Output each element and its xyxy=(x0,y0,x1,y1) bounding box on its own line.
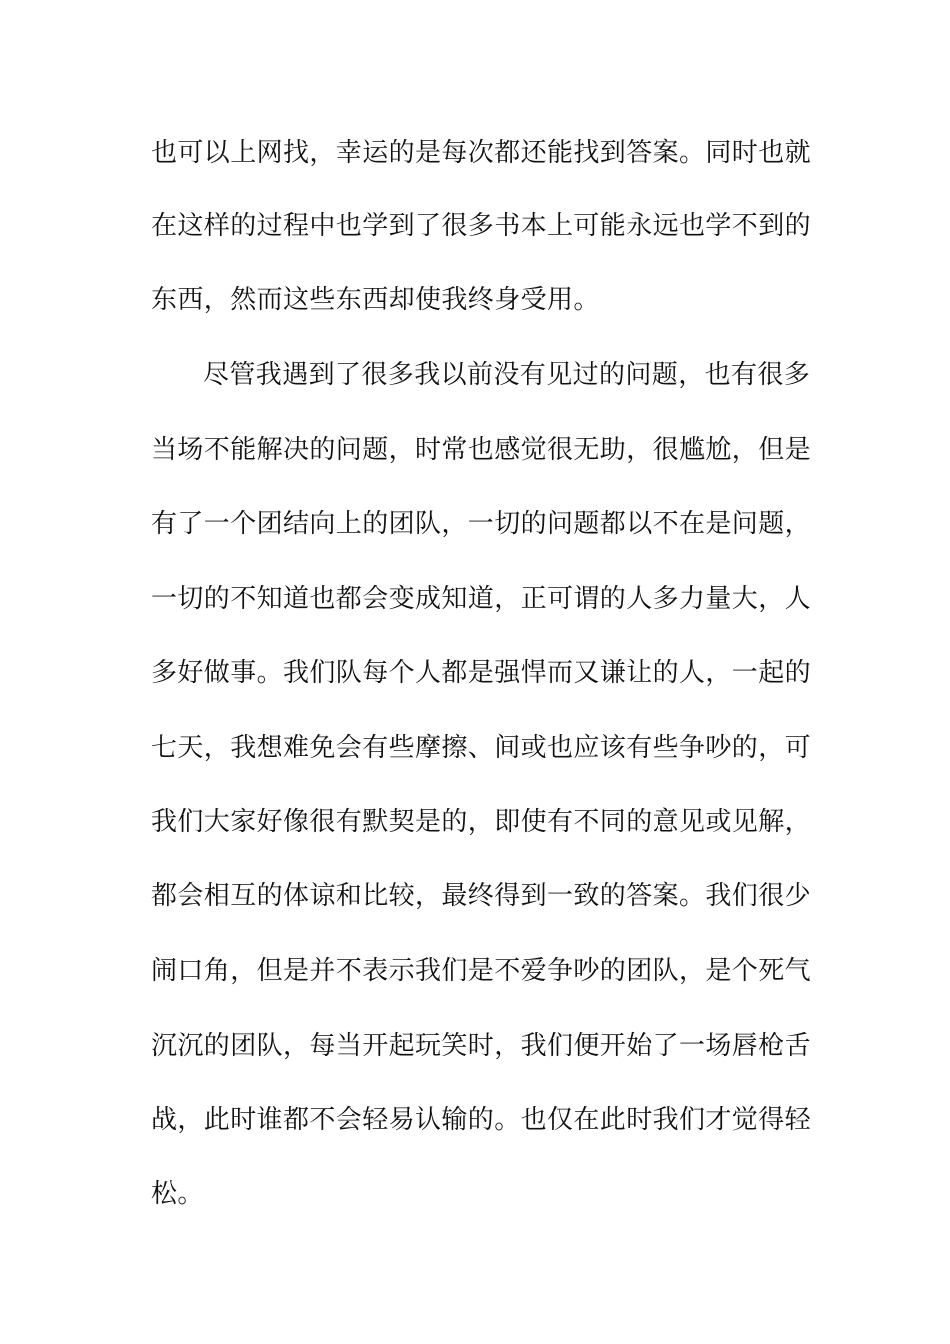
text-line: 沉沉的团队，每当开起玩笑时，我们便开始了一场唇枪舌 xyxy=(151,1031,812,1061)
text-line: 东西，然而这些东西却使我终身受用。 xyxy=(151,285,600,315)
text-line: 都会相互的体谅和比较，最终得到一致的答案。我们很少 xyxy=(151,881,812,911)
text-line: 也可以上网找，幸运的是每次都还能找到答案。同时也就 xyxy=(151,138,812,168)
text-line: 我们大家好像很有默契是的，即使有不同的意见或见解， xyxy=(151,807,812,837)
text-line: 闹口角，但是并不表示我们是不爱争吵的团队，是个死气 xyxy=(151,956,812,986)
text-line: 在这样的过程中也学到了很多书本上可能永远也学不到的 xyxy=(151,211,812,241)
text-line: 有了一个团结向上的团队，一切的问题都以不在是问题， xyxy=(151,509,812,539)
text-line: 战，此时谁都不会轻易认输的。也仅在此时我们才觉得轻 xyxy=(151,1105,812,1135)
text-line: 尽管我遇到了很多我以前没有见过的问题，也有很多 xyxy=(203,360,811,390)
text-line: 七天，我想难免会有些摩擦、间或也应该有些争吵的，可 xyxy=(151,733,812,763)
text-line: 松。 xyxy=(151,1179,204,1209)
text-line: 一切的不知道也都会变成知道，正可谓的人多力量大，人 xyxy=(151,584,812,614)
text-line: 多好做事。我们队每个人都是强悍而又谦让的人，一起的 xyxy=(151,658,812,688)
text-line: 当场不能解决的问题，时常也感觉很无助，很尴尬，但是 xyxy=(151,435,812,465)
